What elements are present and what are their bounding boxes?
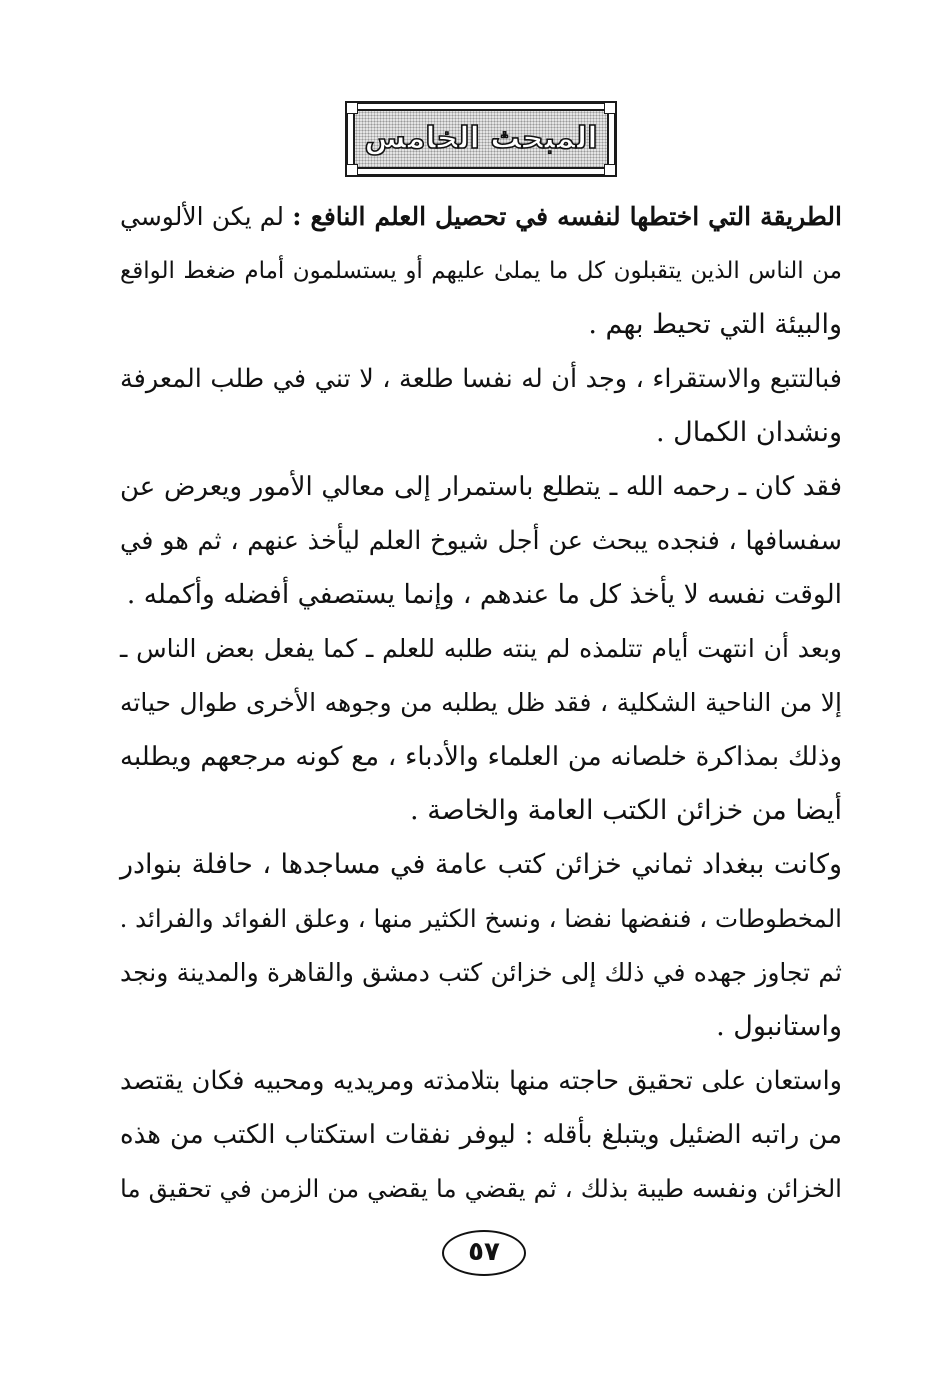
- text-line: ثم تجاوز جهده في ذلك إلى خزائن كتب دمشق والقاهرة والمدينة ونجد: [120, 958, 842, 987]
- text-line: ونشدان الكمال .: [656, 417, 842, 448]
- text-line: الخزائن ونفسه طيبة بذلك ، ثم يقضي ما يقضي من الزمن في تحقيق ما: [120, 1174, 842, 1203]
- frame-corner-ornament: [604, 164, 616, 176]
- text-run: لم يكن الألوسي: [120, 202, 293, 231]
- text-line: الوقت نفسه لا يأخذ كل ما عندهم ، وإنما يستصفي أفضله وأكمله .: [126, 579, 842, 610]
- text-line: والبيئة التي تحيط بهم .: [588, 309, 842, 340]
- text-line: إلا من الناحية الشكلية ، فقد ظل يطلبه من وجوهه الأخرى طوال حياته: [120, 688, 842, 717]
- text-line: فبالتتبع والاستقراء ، وجد أن له نفسا طلعة ، لا تني في طلب المعرفة: [120, 364, 842, 394]
- text-line: وكانت ببغداد ثماني خزائن كتب عامة في مساجدها ، حافلة بنوادر: [120, 849, 842, 880]
- frame-corner-ornament: [604, 102, 616, 114]
- chapter-title: المبحث الخامس: [364, 121, 598, 156]
- section-heading-lead: الطريقة التي اختطها لنفسه في تحصيل العلم النافع :: [292, 202, 842, 231]
- text-line: المخطوطات ، فنفضها نفضا ، ونسخ الكثير منها ، وعلق الفوائد والفرائد .: [119, 904, 842, 933]
- text-line: [120, 190, 842, 244]
- body-text: [120, 190, 842, 1216]
- text-line: واستعان على تحقيق حاجته منها بتلامذته ومريديه ومحبيه فكان يقتصد: [120, 1066, 842, 1096]
- frame-corner-ornament: [346, 164, 358, 176]
- frame-corner-ornament: [346, 102, 358, 114]
- text-line: من الناس الذين يتقبلون كل ما يملىٰ عليهم أو يستسلمون أمام ضغط الواقع: [120, 258, 842, 284]
- text-line: واستانبول .: [716, 1011, 842, 1042]
- text-line: وذلك بمذاكرة خلصانه من العلماء والأدباء ، مع كونه مرجعهم ويطلبه: [120, 742, 843, 772]
- text-line: وبعد أن انتهت أيام تتلمذه لم ينته طلبه للعلم ـ كما يفعل بعض الناس ـ: [120, 634, 842, 663]
- text-line: أيضا من خزائن الكتب العامة والخاصة .: [410, 795, 842, 826]
- page-number: ٥٧: [442, 1230, 526, 1276]
- chapter-title-panel: [353, 109, 609, 169]
- text-line: فقد كان ـ رحمه الله ـ يتطلع باستمرار إلى معالي الأمور ويعرض عن: [120, 472, 842, 502]
- text-line: من راتبه الضئيل ويتبلغ بأقله : ليوفر نفقات استكتاب الكتب من هذه: [120, 1120, 842, 1150]
- chapter-title-frame: [345, 101, 617, 177]
- text-line: سفسافها ، فنجده يبحث عن أجل شيوخ العلم ليأخذ عنهم ، ثم هو في: [120, 526, 842, 556]
